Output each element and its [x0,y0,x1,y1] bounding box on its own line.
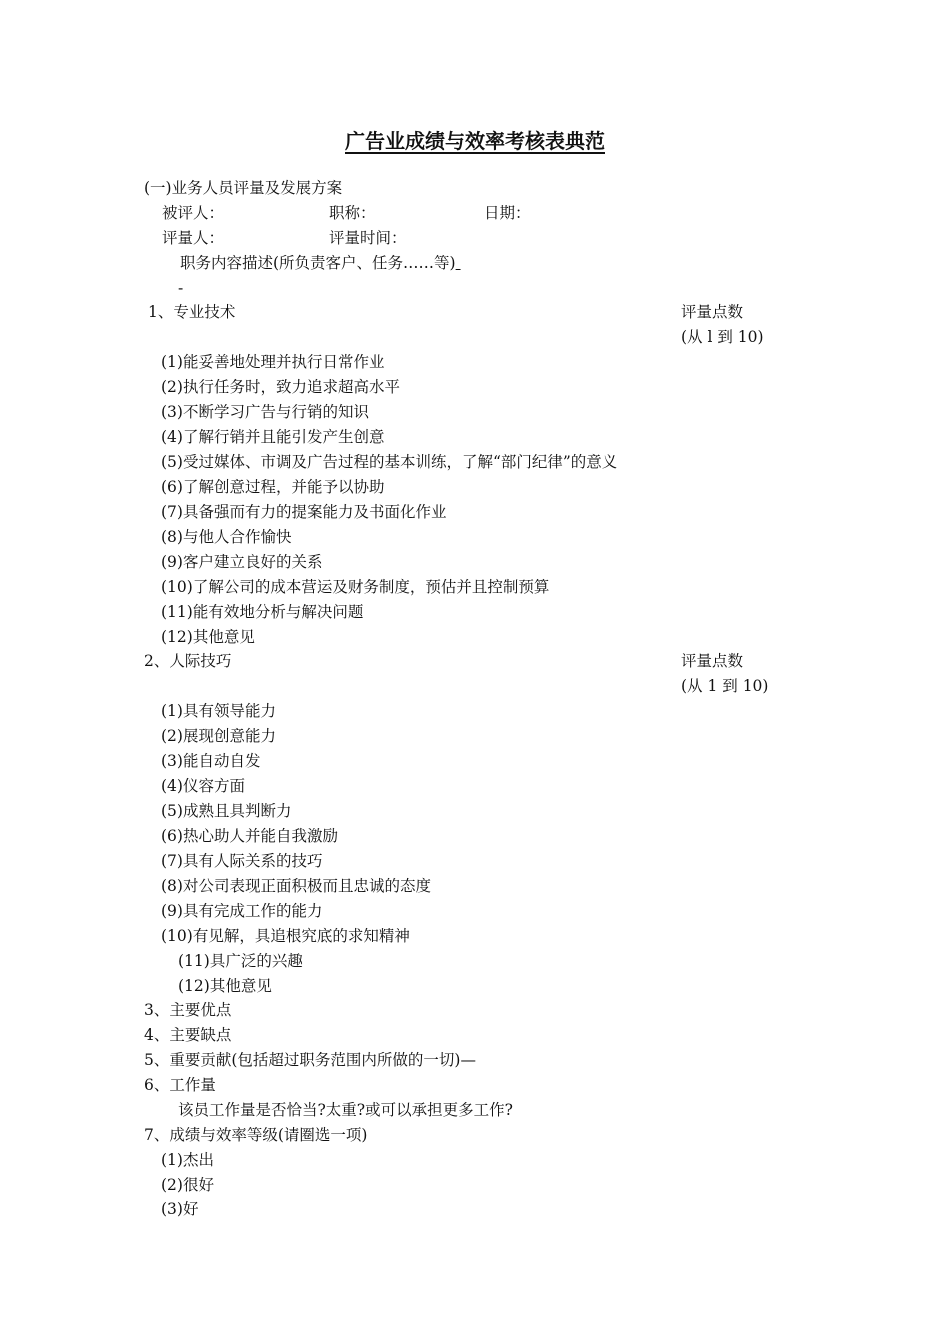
list-item: (7)具备强而有力的提案能力及书面化作业 [161,503,447,521]
evaluator-label: 评量人： [162,229,225,247]
list-item: (5)成熟且具判断力 [161,802,292,820]
list-item: (11)能有效地分析与解决问题 [161,603,364,621]
rating-option: (3)好 [161,1200,199,1218]
list-item: (5)受过媒体、市调及广告过程的基本训练，了解“部门纪律”的意义 [161,453,618,471]
list-item: (4)仪容方面 [161,777,245,795]
list-item: (3)能自动自发 [161,752,261,770]
list-item: (10)了解公司的成本营运及财务制度，预估并且控制预算 [161,578,550,596]
evaluatee-label: 被评人： [162,204,225,222]
section-7-heading: 7、成绩与效率等级(请圈选一项) [144,1126,368,1144]
date-label: 日期： [484,204,531,222]
workload-question: 该员工作量是否恰当?太重?或可以承担更多工作? [178,1101,513,1119]
section-5-heading: 5、重要贡献(包括超过职务范围内所做的一切)— [144,1051,476,1069]
list-item: (11)具广泛的兴趣 [178,952,303,970]
section-2-score-range: (从 1 到 10) [681,677,769,695]
list-item: (3)不断学习广告与行销的知识 [161,403,369,421]
rating-option: (2)很好 [161,1176,214,1194]
eval-time-label: 评量时间： [329,229,407,247]
list-item: (4)了解行销并且能引发产生创意 [161,428,385,446]
list-item: (9)具有完成工作的能力 [161,902,323,920]
list-item: (6)热心助人并能自我激励 [161,827,338,845]
list-item: (1)能妥善地处理并执行日常作业 [161,353,385,371]
list-item: (2)展现创意能力 [161,727,276,745]
rating-option: (1)杰出 [161,1151,214,1169]
page-title: 广告业成绩与效率考核表典范 [345,129,605,153]
section-4-heading: 4、主要缺点 [144,1026,232,1044]
section-1-heading: 1、专业技术 [148,303,236,321]
job-description-label: 职务内容描述(所负责客户、任务……等) [180,254,456,272]
list-item: (2)执行任务时，致力追求超高水平 [161,378,400,396]
list-item: (9)客户建立良好的关系 [161,553,323,571]
section-2-heading: 2、人际技巧 [144,652,232,670]
section-heading: (一)业务人员评量及发展方案 [144,179,343,197]
list-item: (12)其他意见 [178,977,272,995]
position-label: 职称： [329,204,376,222]
list-item: (8)对公司表现正面积极而且忠诚的态度 [161,877,431,895]
section-3-heading: 3、主要优点 [144,1001,232,1019]
section-1-score-range: (从 l 到 10) [681,328,764,346]
list-item: (7)具有人际关系的技巧 [161,852,323,870]
section-1-score-label: 评量点数 [681,303,744,321]
section-6-heading: 6、工作量 [144,1076,216,1094]
list-item: (8)与他人合作愉快 [161,528,292,546]
list-item: (6)了解创意过程，并能予以协助 [161,478,385,496]
list-item: (1)具有领导能力 [161,702,276,720]
section-2-score-label: 评量点数 [681,652,744,670]
list-item: (10)有见解，具追根究底的求知精神 [161,927,410,945]
list-item: (12)其他意见 [161,628,255,646]
dash-line: - [178,279,184,297]
